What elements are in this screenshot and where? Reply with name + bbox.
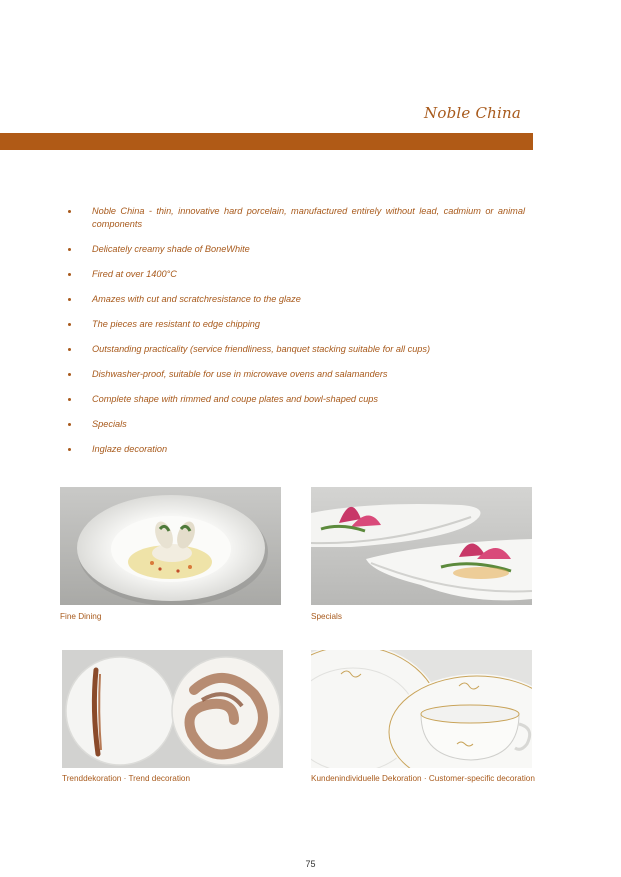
photo-caption: Fine Dining	[60, 612, 102, 621]
feature-list	[62, 205, 525, 468]
feature-item: Noble China - thin, innovative hard porcelain, manufactured entirely without lead, cadmium or animal components	[62, 205, 525, 230]
feature-item: Inglaze decoration	[62, 443, 525, 456]
feature-item: Amazes with cut and scratchresistance to the glaze	[62, 293, 525, 306]
feature-item: Specials	[62, 418, 525, 431]
photo-caption: Kundenindividuelle Dekoration · Customer-specific decoration	[311, 774, 535, 783]
photo-caption: Trenddekoration · Trend decoration	[62, 774, 191, 783]
page-number: 75	[305, 859, 316, 869]
feature-item: Dishwasher-proof, suitable for use in microwave ovens and salamanders	[62, 368, 525, 381]
photo-trend-decoration	[62, 650, 283, 768]
photo-customer-decoration	[311, 650, 532, 768]
photo-caption: Specials	[311, 612, 342, 621]
photo-fine-dining	[60, 487, 281, 605]
photo-specials	[311, 487, 532, 605]
feature-item: Delicately creamy shade of BoneWhite	[62, 243, 525, 256]
feature-item: Complete shape with rimmed and coupe plates and bowl-shaped cups	[62, 393, 525, 406]
brand-logo-text: Noble China	[424, 104, 521, 122]
feature-item: Outstanding practicality (service friendliness, banquet stacking suitable for all cups)	[62, 343, 525, 356]
feature-item: Fired at over 1400°C	[62, 268, 525, 281]
feature-item: The pieces are resistant to edge chipping	[62, 318, 525, 331]
header-color-band	[0, 133, 533, 150]
